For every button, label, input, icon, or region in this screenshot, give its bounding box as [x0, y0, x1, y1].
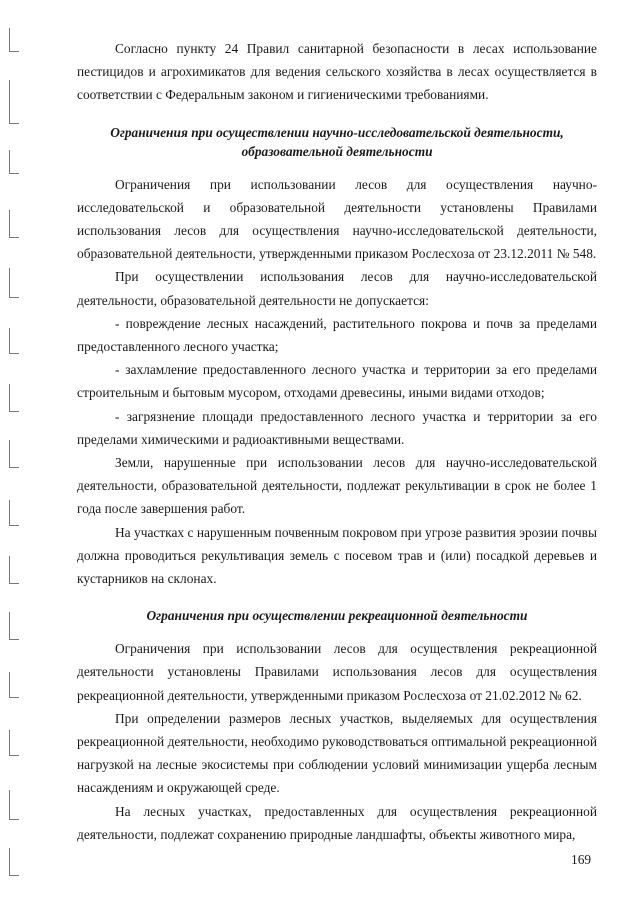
- document-body: [77, 37, 597, 846]
- binding-mark: [9, 440, 20, 468]
- paragraph: Согласно пункту 24 Правил санитарной безопасности в лесах использование пестицидов и агрохимикатов для ведения сельского хозяйства в лесах осуществляется в соответствии с Федеральным законом и гигиеническими требованиями.: [77, 41, 597, 103]
- binding-mark: [9, 730, 20, 756]
- paragraph: При осуществлении использования лесов для научно-исследовательской деятельности, образовательной деятельности не допускается:: [77, 269, 597, 308]
- binding-mark: [9, 210, 20, 238]
- binding-mark: [9, 556, 20, 584]
- binding-mark: [9, 848, 20, 876]
- binding-mark: [9, 612, 20, 640]
- list-item: - повреждение лесных насаждений, растительного покрова и почв за пределами предоставленного лесного участка;: [77, 315, 597, 355]
- section-heading-line: Ограничения при осуществлении рекреационной деятельности: [146, 608, 528, 624]
- paragraph: Ограничения при использовании лесов для осуществления научно-исследовательской и образовательной деятельности установлены Правилами использования лесов для осуществления научно-исследовательской деятельности, образовательной деятельности, утвержденными приказом Рослесхоза от 23.12.2011 № 548.: [77, 176, 597, 262]
- binding-mark: [9, 384, 20, 412]
- binding-mark: [9, 268, 20, 298]
- binding-mark: [9, 500, 20, 526]
- binding-mark: [9, 28, 20, 52]
- section-heading-line: образовательной деятельности: [241, 143, 433, 159]
- paragraph: Земли, нарушенные при использовании лесов для научно-исследовательской деятельности, образовательной деятельности, подлежат рекультивации в срок не более 1 года после завершения работ.: [77, 455, 597, 517]
- page-number: 169: [571, 852, 592, 867]
- list-item: - загрязнение площади предоставленного лесного участка и территории за его пределами химическими и радиоактивными веществами.: [77, 408, 597, 447]
- section-heading-research: [77, 123, 597, 161]
- binding-mark: [9, 80, 20, 124]
- section-heading-line: Ограничения при осуществлении научно-исследовательской деятельности,: [110, 124, 564, 140]
- section-heading-recreation: [77, 606, 597, 625]
- binding-marks: [0, 0, 30, 905]
- paragraph: Ограничения при использовании лесов для осуществления рекреационной деятельности установлены Правилами использования лесов для осуществления рекреационной деятельности, утвержденными приказом Рослесхоза от 21.02.2012 № 62.: [77, 641, 597, 703]
- paragraph: На участках с нарушенным почвенным покровом при угрозе развития эрозии почвы должна проводиться рекультивация земель с посевом трав и (или) посадкой деревьев и кустарников на склонах.: [77, 524, 597, 587]
- binding-mark: [9, 672, 20, 698]
- binding-mark: [9, 150, 20, 174]
- list-item: - захламление предоставленного лесного участка и территории за его пределами строительным и бытовым мусором, отходами древесины, иными видами отходов;: [77, 362, 597, 401]
- paragraph: При определении размеров лесных участков, выделяемых для осуществления рекреационной деятельности, необходимо руководствоваться оптимальной рекреационной нагрузкой на лесные экосистемы при соблюдении условий минимизации ущерба лесным насаждениям и окружающей среде.: [77, 710, 597, 796]
- paragraph: На лесных участках, предоставленных для осуществления рекреационной деятельности, подлежат сохранению природные ландшафты, объекты животного мира,: [77, 803, 597, 842]
- binding-mark: [9, 328, 20, 354]
- binding-mark: [9, 790, 20, 820]
